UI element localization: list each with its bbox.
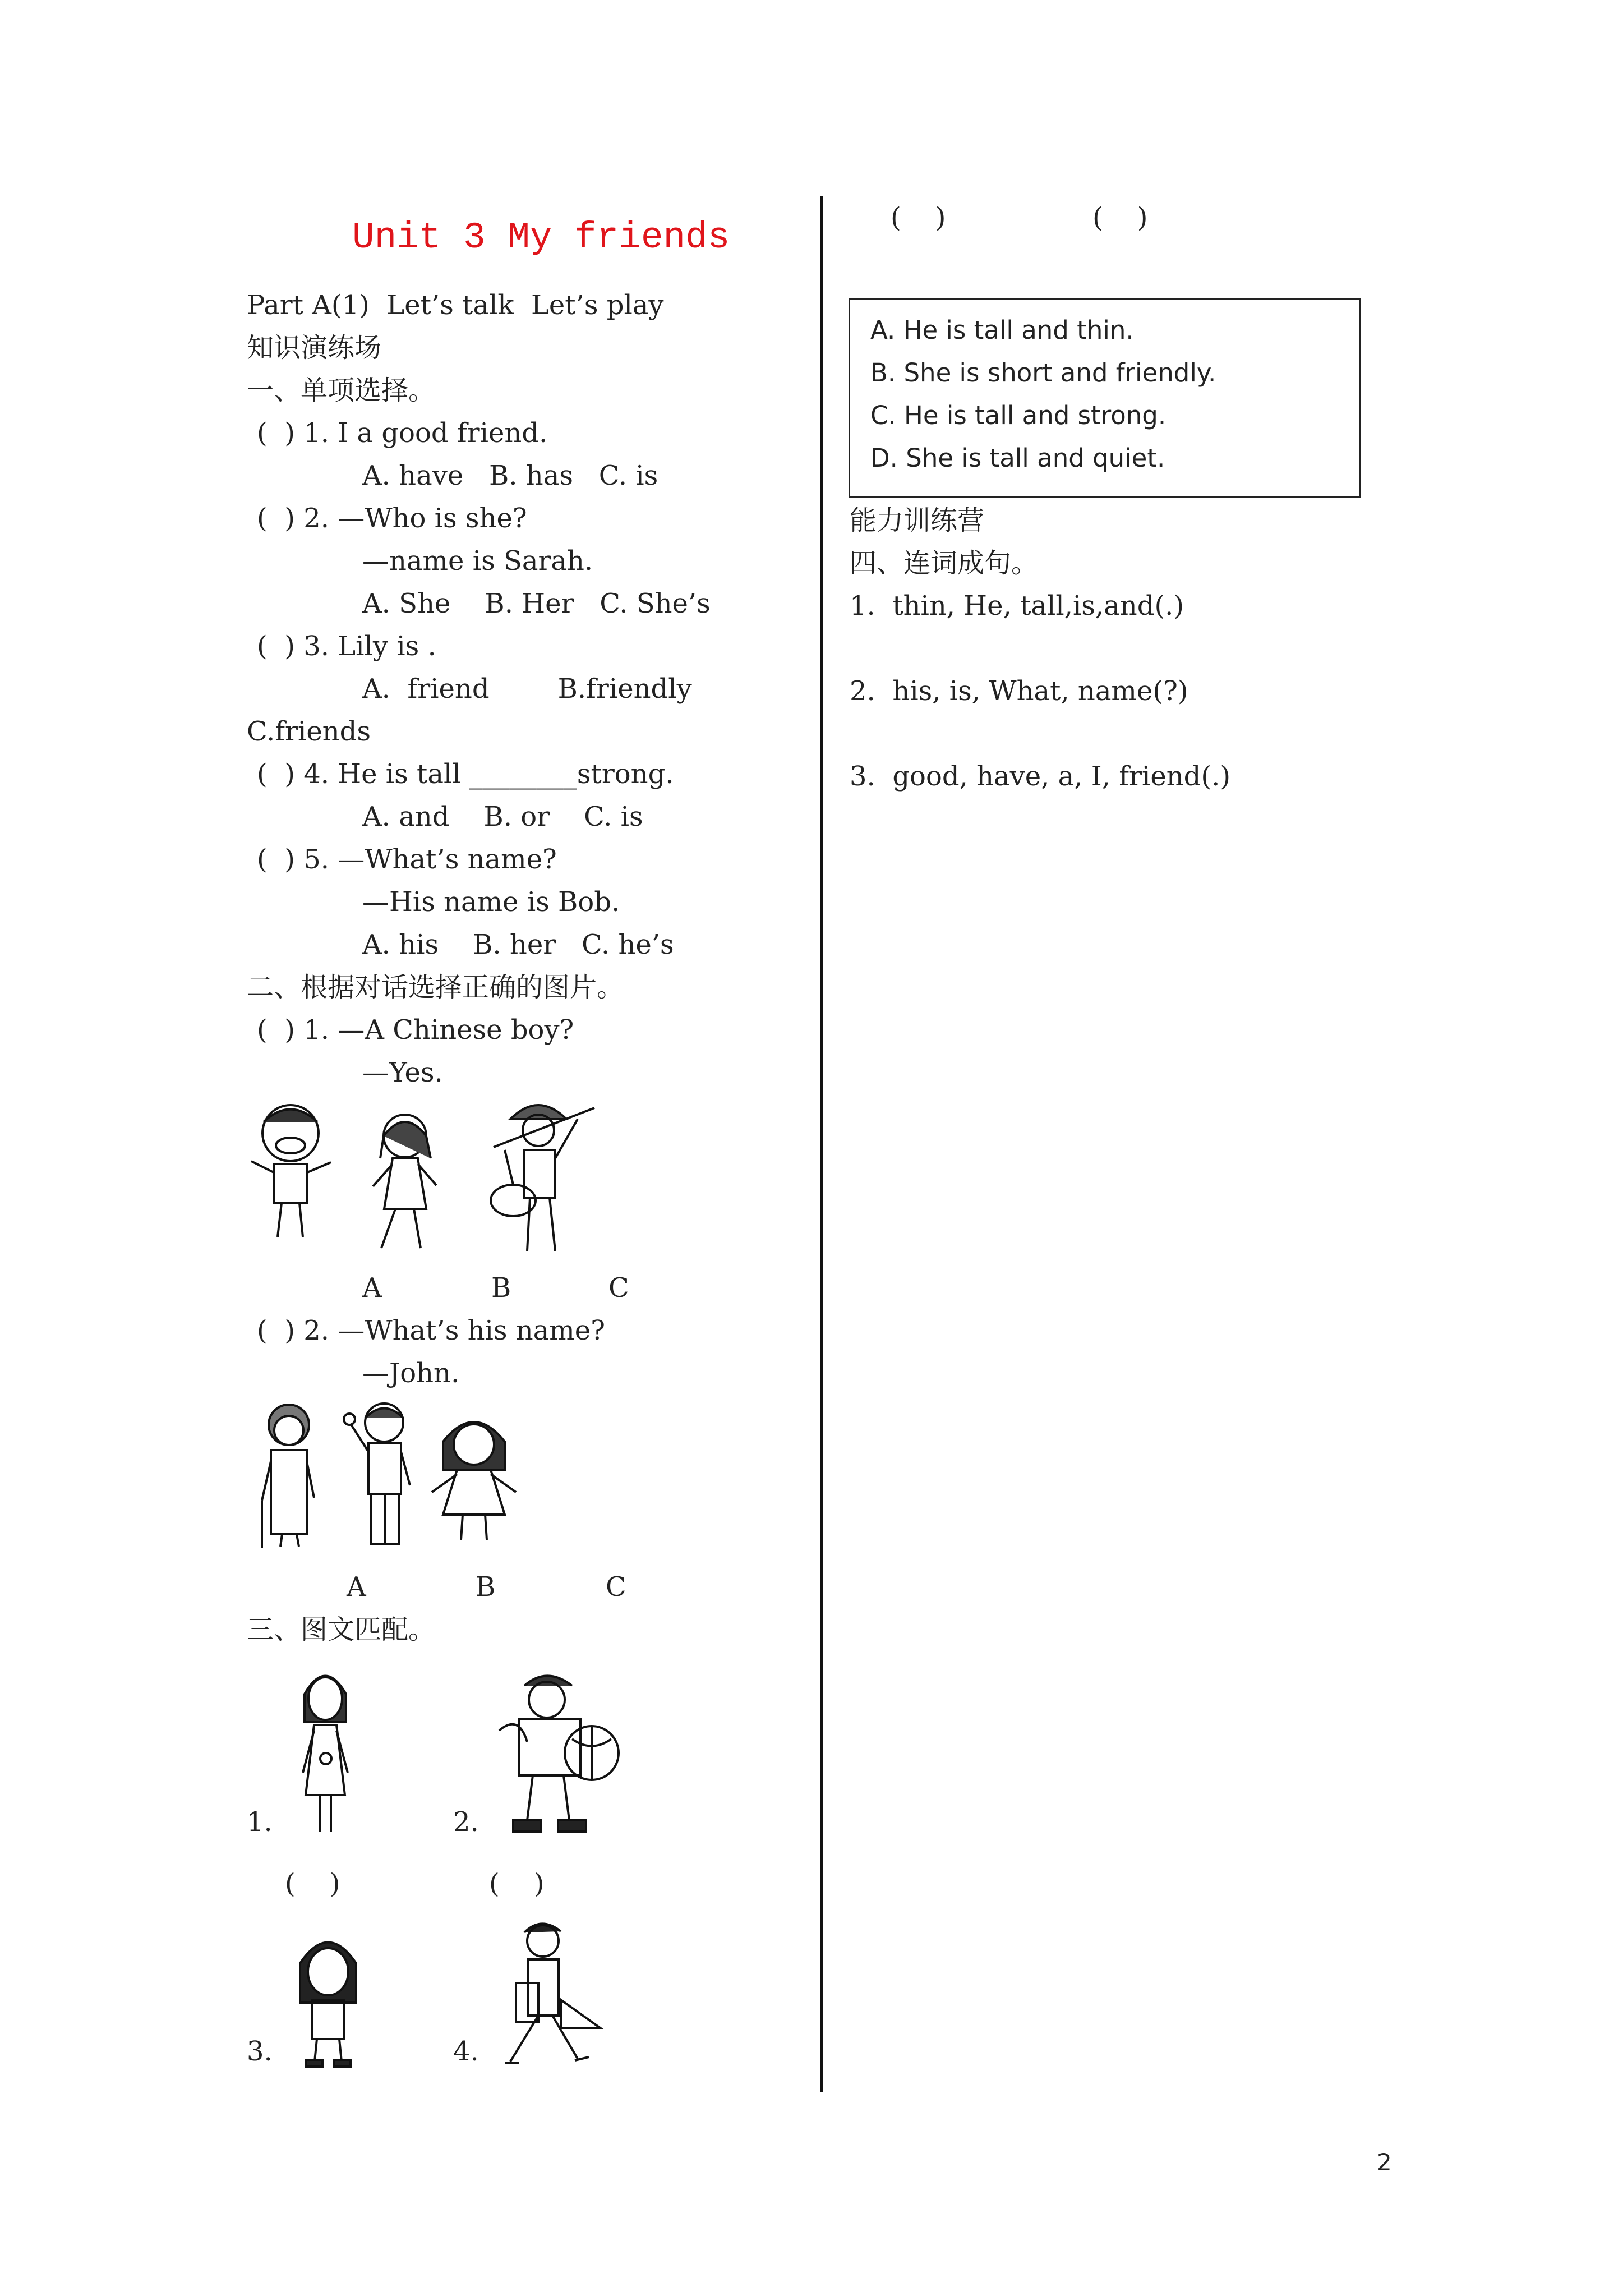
q1-4: ( ) 4. He is tall ________strong.: [257, 758, 674, 790]
s3-num-2: 2.: [453, 1806, 479, 1838]
picture-chinese-boy-laughing: [247, 1099, 336, 1245]
q1-1-options: A. have B. has C. is: [362, 460, 658, 491]
picture-strong-boy-with-ball: [494, 1669, 623, 1837]
picture-thin-boy-walking: [494, 1916, 606, 2078]
picture-girl-walking: [365, 1108, 449, 1259]
section-4-heading: 四、连词成句。: [850, 547, 1039, 579]
q2-1-line2: —Yes.: [362, 1057, 443, 1088]
q1-2-line2: —name is Sarah.: [362, 545, 593, 577]
section-3-heading: 三、图文匹配。: [247, 1614, 436, 1645]
picture-girl-smiling: [426, 1408, 522, 1545]
s4-item-2: 2. his, is, What, name(?): [850, 675, 1188, 707]
picture-tall-girl: [289, 1660, 362, 1840]
q2-1-label-a: A: [362, 1272, 382, 1304]
s3-blank-1[interactable]: ( ): [285, 1868, 340, 1899]
picture-short-girl: [294, 1930, 362, 2070]
picture-man-with-basket: [488, 1097, 600, 1262]
q1-5-options: A. his B. her C. he’s: [362, 929, 674, 960]
q2-1: ( ) 1. —A Chinese boy?: [257, 1014, 574, 1046]
page-title: Unit 3 My friends: [352, 217, 730, 259]
section-1-heading: 一、单项选择。: [247, 375, 436, 406]
q1-2: ( ) 2. —Who is she?: [257, 503, 527, 534]
options-box: [849, 298, 1361, 498]
q2-1-label-b: B: [491, 1272, 511, 1304]
s3-blank-4[interactable]: ( ): [1092, 202, 1148, 233]
section-practice: 知识演练场: [247, 332, 382, 364]
q1-5: ( ) 5. —What’s name?: [257, 844, 557, 875]
s3-num-4: 4.: [453, 2036, 479, 2067]
s3-num-3: 3.: [247, 2036, 273, 2067]
option-b: B. She is short and friendly.: [870, 358, 1216, 388]
s3-num-1: 1.: [247, 1806, 273, 1838]
option-d: D. She is tall and quiet.: [870, 443, 1165, 473]
s4-item-3: 3. good, have, a, I, friend(.): [850, 761, 1231, 792]
q1-1: ( ) 1. I a good friend.: [257, 417, 548, 449]
s3-blank-3[interactable]: ( ): [891, 202, 946, 233]
option-c: C. He is tall and strong.: [870, 401, 1166, 430]
subtitle: Part A(1) Let’s talk Let’s play: [247, 289, 664, 321]
q1-2-options: A. She B. Her C. She’s: [362, 588, 711, 619]
q2-2: ( ) 2. —What’s his name?: [257, 1315, 605, 1346]
section-ability: 能力训练营: [850, 505, 985, 536]
q2-2-line2: —John.: [362, 1358, 460, 1389]
q1-3-options: A. friend B.friendly: [362, 673, 692, 705]
column-divider: [820, 196, 823, 2092]
picture-boy-waving: [339, 1396, 418, 1556]
q1-3-option-c: C.friends: [247, 716, 371, 747]
q2-2-label-b: B: [476, 1571, 496, 1603]
q1-5-line2: —His name is Bob.: [362, 886, 620, 918]
s4-item-1: 1. thin, He, tall,is,and(.): [850, 590, 1184, 622]
option-a: A. He is tall and thin.: [870, 315, 1134, 345]
picture-grandmother: [255, 1400, 322, 1551]
page-number: 2: [1377, 2148, 1392, 2176]
q2-1-label-c: C: [608, 1272, 629, 1304]
q1-3: ( ) 3. Lily is .: [257, 631, 436, 662]
q2-2-label-c: C: [606, 1571, 626, 1603]
q1-4-options: A. and B. or C. is: [362, 801, 643, 832]
s3-blank-2[interactable]: ( ): [489, 1868, 545, 1899]
section-2-heading: 二、根据对话选择正确的图片。: [247, 972, 624, 1003]
q2-2-label-a: A: [347, 1571, 366, 1603]
